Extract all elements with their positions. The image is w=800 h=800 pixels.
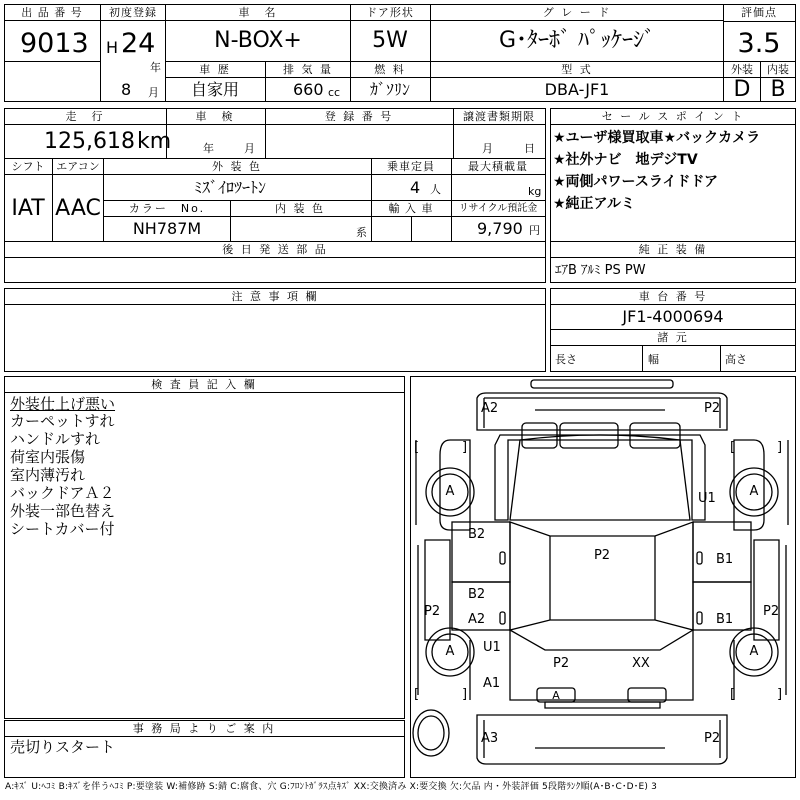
selling-point: ★社外ナビ 地デジTV <box>553 152 698 168</box>
length-label: 長さ <box>555 353 577 366</box>
bracket-left-bottom-open: [ <box>414 687 420 702</box>
shift-value: IAT <box>11 196 45 221</box>
recycle-unit: 円 <box>529 224 540 237</box>
mileage-value: 125,618 <box>44 129 135 154</box>
history-header: 車 歴 <box>199 63 231 76</box>
grade-value: G･ﾀｰﾎﾞ ﾊﾟｯｹｰｼﾞ <box>498 28 656 53</box>
max-load-header: 最大積載量 <box>468 160 528 173</box>
door-type-value: 5W <box>372 28 408 53</box>
inspector-note: 外装仕上げ悪い <box>10 395 116 413</box>
damage-wheel-rr: A <box>749 644 759 659</box>
genuine-equip-header: 純 正 装 備 <box>638 243 708 256</box>
damage-code-legend: A:ｷｽﾞ U:ﾍｺﾐ B:ｷｽﾞを伴うﾍｺﾐ P:要塗装 W:補修跡 S:錆 C:腐食、穴 G:ﾌﾛﾝﾄｶﾞﾗｽ点ｷｽﾞ XX:交換済み X:要交換 欠:欠品 内・外装評価 5段階ﾗﾝｸ順(A･B･C･D･E) 3 <box>5 782 658 792</box>
capacity-value: 4 <box>410 178 421 197</box>
selling-point: ★ユーザ様買取車★バックカメラ <box>553 130 761 146</box>
inspector-note: 室内薄汚れ <box>10 466 86 484</box>
car-name-header: 車 名 <box>238 6 278 19</box>
transfer-month-unit: 月 <box>482 142 493 155</box>
month-unit: 月 <box>148 86 159 99</box>
damage-quarter-rl: A1 <box>483 676 501 691</box>
damage-fender-rl: U1 <box>483 640 501 655</box>
inspector-note: バックドアＡ２ <box>10 484 115 502</box>
ext-color-value: ﾐｽﾞｲﾛﾂｰﾄﾝ <box>193 178 267 197</box>
car-outline <box>413 380 788 764</box>
damage-door-r-lower: B1 <box>716 612 734 627</box>
damage-wheel-fr: A <box>749 484 759 499</box>
inspector-note: 外装一部色替え <box>10 502 116 520</box>
score-header: 評価点 <box>741 6 777 19</box>
car-name-value: N-BOX+ <box>214 28 302 53</box>
displacement-unit: cc <box>328 86 341 99</box>
transfer-deadline-header: 譲渡書類期限 <box>463 110 535 123</box>
aircon-header: エアコン <box>56 160 100 173</box>
history-value: 自家用 <box>190 80 240 99</box>
bracket-right-bottom-close: ] <box>777 687 783 702</box>
bracket-left-top-close: ] <box>462 440 468 455</box>
ext-color-header: 外 装 色 <box>212 160 262 173</box>
damage-door-l-lower1: B2 <box>468 587 486 602</box>
lot-no-header: 出 品 番 号 <box>21 6 83 19</box>
chassis-header: 車 台 番 号 <box>638 290 708 303</box>
capacity-unit: 人 <box>430 183 441 196</box>
door-type-header: ドア形状 <box>366 6 414 19</box>
color-no-header: カラー No. <box>128 202 206 215</box>
reg-no-header: 登 録 番 号 <box>324 110 394 123</box>
first-reg-header: 初度登録 <box>109 6 157 19</box>
width-label: 幅 <box>648 353 659 366</box>
exterior-header: 外装 <box>731 63 753 76</box>
grade-header: グ レ ー ド <box>542 6 612 19</box>
bracket-right-top-close: ] <box>777 440 783 455</box>
shift-header: シフト <box>11 160 45 173</box>
damage-rear-glass-l: P2 <box>553 656 570 671</box>
model-code-value: DBA-JF1 <box>544 80 610 99</box>
mileage-header: 走 行 <box>65 110 105 123</box>
fuel-value: ｶﾞｿﾘﾝ <box>369 80 411 99</box>
damage-wheel-fl: A <box>445 484 455 499</box>
genuine-equip-value: ｴｱB ｱﾙﾐ PS PW <box>555 263 646 278</box>
inspector-note: ハンドルすれ <box>10 430 101 448</box>
interior-score: B <box>770 77 786 102</box>
capacity-header: 乗車定員 <box>387 160 435 173</box>
office-notice-value: 売切りスタート <box>10 738 116 756</box>
model-code-header: 型 式 <box>561 63 593 76</box>
transfer-day-unit: 日 <box>524 142 535 155</box>
inspector-note: 荷室内張傷 <box>10 448 86 466</box>
insp-month-unit: 月 <box>244 142 255 155</box>
damage-front-left: A2 <box>481 401 499 416</box>
bracket-right-top-open: [ <box>730 440 736 455</box>
int-color-header: 内 装 色 <box>275 202 325 215</box>
damage-front-right: P2 <box>704 401 721 416</box>
damage-rear-right: P2 <box>704 731 721 746</box>
damage-side-l: P2 <box>424 604 441 619</box>
damage-door-l-lower2: A2 <box>468 612 486 627</box>
era-letter: H <box>106 38 119 57</box>
selling-points-header: セ ー ル ス ポ イ ン ト <box>601 110 745 123</box>
selling-point: ★純正アルミ <box>553 196 635 212</box>
aircon-value: AAC <box>55 196 101 221</box>
int-color-unit: 系 <box>356 226 367 239</box>
displacement-value: 660 <box>293 80 324 99</box>
later-parts-header: 後 日 発 送 部 品 <box>222 243 328 256</box>
chassis-value: JF1-4000694 <box>622 307 724 326</box>
inspection-header: 車 検 <box>195 110 235 123</box>
office-notice-header: 事 務 局 よ り ご 案 内 <box>132 722 276 735</box>
damage-rear-left: A3 <box>481 731 499 746</box>
max-load-unit: kg <box>528 185 542 198</box>
selling-point: ★両側パワースライドドア <box>553 174 719 190</box>
damage-door-r-upper: B1 <box>716 552 734 567</box>
caution-header: 注 意 事 項 欄 <box>231 290 319 303</box>
displacement-header: 排 気 量 <box>283 63 333 76</box>
inspector-note: シートカバー付 <box>10 520 115 538</box>
interior-header: 内装 <box>767 63 789 76</box>
damage-rear-glass-r: XX <box>632 656 650 671</box>
dimensions-header: 諸 元 <box>657 331 689 344</box>
import-header: 輸 入 車 <box>388 202 434 215</box>
month-value: 8 <box>121 80 132 99</box>
wheels <box>426 468 778 676</box>
damage-roof: P2 <box>593 548 611 563</box>
year-unit: 年 <box>150 61 161 74</box>
inspector-note: カーペットすれ <box>10 412 115 430</box>
fuel-header: 燃 料 <box>374 63 406 76</box>
damage-wheel-rl: A <box>445 644 455 659</box>
inspector-header: 検 査 員 記 入 欄 <box>151 378 257 391</box>
insp-year-unit: 年 <box>203 142 214 155</box>
year-value: 24 <box>121 28 156 59</box>
exterior-score: D <box>733 77 751 102</box>
damage-door-l-upper: B2 <box>468 527 486 542</box>
score-value: 3.5 <box>737 28 781 59</box>
color-no-value: NH787M <box>132 219 202 238</box>
lot-no-value: 9013 <box>20 28 89 59</box>
height-label: 高さ <box>725 353 747 366</box>
mileage-unit: km <box>137 129 172 154</box>
damage-side-r: P2 <box>763 604 780 619</box>
bracket-left-bottom-close: ] <box>462 687 468 702</box>
damage-rear-bumper-mark: A <box>552 689 560 702</box>
damage-fender-fr: U1 <box>698 491 716 506</box>
bracket-right-bottom-open: [ <box>730 687 736 702</box>
bracket-left-top-open: [ <box>414 440 420 455</box>
recycle-header: リサイクル預託金 <box>458 203 538 214</box>
recycle-value: 9,790 <box>477 219 523 238</box>
